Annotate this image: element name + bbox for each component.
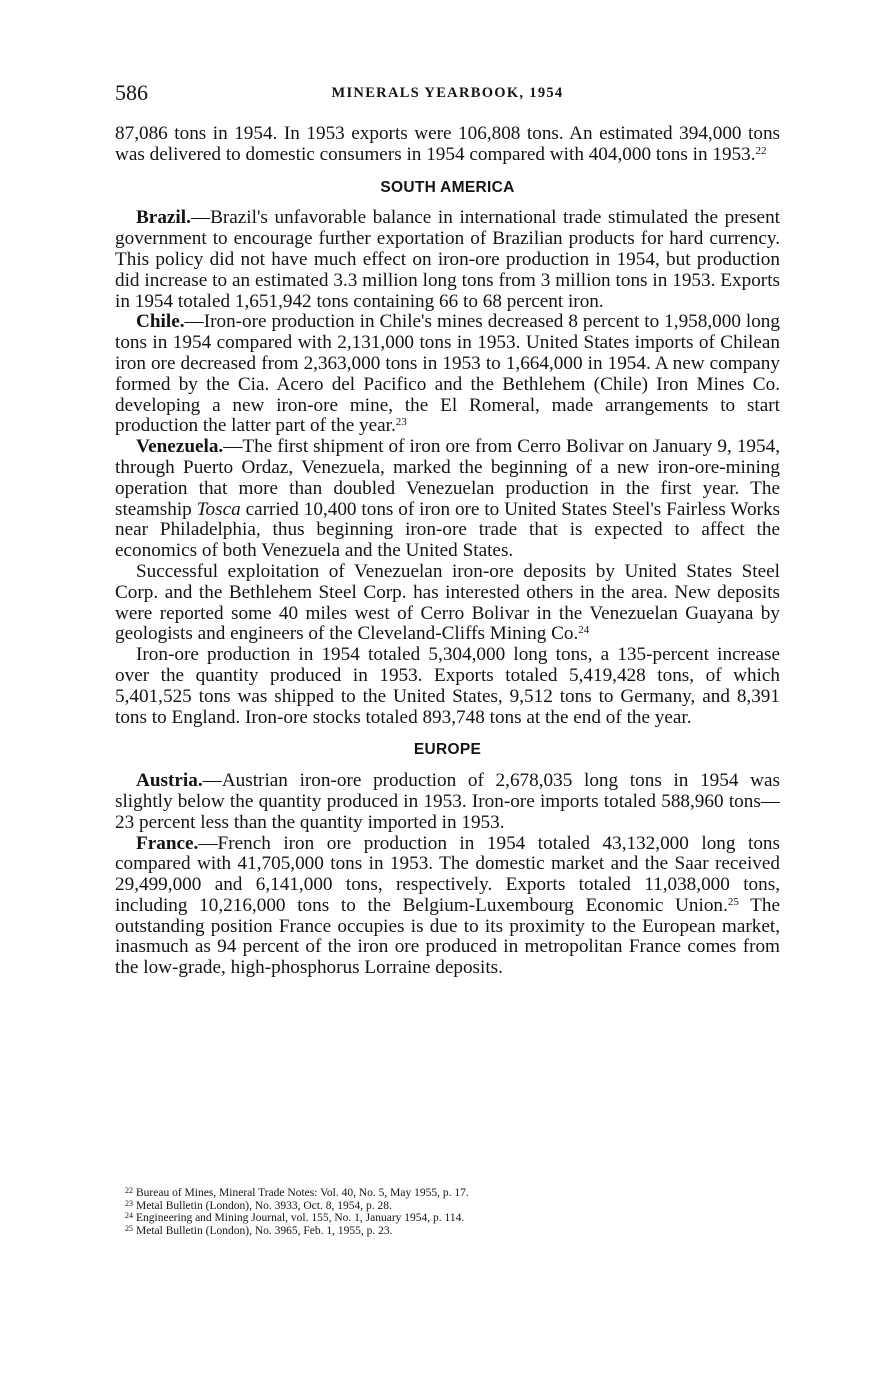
footnote-ref-23: 23	[395, 416, 407, 429]
france-label: France.	[136, 832, 199, 854]
footnote-ref-24: 24	[578, 624, 590, 637]
intro-text: 87,086 tons in 1954. In 1953 exports were 106,808 tons. An estimated 394,000 tons was delivered to domestic consumers in 1954 compared with 404,000 tons in 1953.	[115, 123, 780, 165]
footnote-number: 24	[125, 1211, 133, 1220]
footnote-text: Metal Bulletin (London), No. 3965, Feb. 1, 1955, p. 23.	[136, 1224, 393, 1237]
footnote-number: 25	[125, 1223, 133, 1233]
footnote-text: Metal Bulletin (London), No. 3933, Oct. 8, 1954, p. 28.	[136, 1199, 392, 1212]
footnote-number: 23	[125, 1198, 133, 1208]
section-heading-europe: EUROPE	[413, 741, 482, 759]
footnote-text: Bureau of Mines, Mineral Trade Notes: Vol. 40, No. 5, May 1955, p. 17.	[136, 1187, 469, 1199]
footnote-text: Engineering and Mining Journal, vol. 155, No. 1, January 1954, p. 114.	[136, 1212, 465, 1224]
venezuela-paragraph	[115, 437, 780, 562]
running-head	[115, 80, 780, 110]
france-text-b: The outstanding position France occupies is due to its proximity to the European market, inasmuch as 94 percent of the iron ore produced in metropolitan France comes from the low-grade, high-phosphorus Lorraine deposits.	[115, 894, 780, 979]
france-text-a: —French iron ore production in 1954 totaled 43,132,000 long tons compared with 41,705,000 tons in 1953. The domestic market and the Saar received 29,499,000 and 6,141,000 tons, respectively. Exports totaled 11,038,000 tons, including 10,216,000 tons to the Belgium-Luxembourg Economic Union.	[115, 832, 780, 916]
chile-text: —Iron-ore production in Chile's mines decreased 8 percent to 1,958,000 long tons in 1954 compared with 2,131,000 tons in 1953. United States imports of Chilean iron ore decreased from 2,363,000 tons in 1953 to 1,664,000 in 1954. A new company formed by the Cia. Acero del Pacifico and the Bethlehem (Chile) Iron Mines Co. developing a new iron-ore mine, the El Romeral, made arrangements to start production the latter part of the year.	[115, 311, 780, 437]
venezuela-text-b: carried 10,400 tons of iron ore to United States Steel's Fairless Works near Philadelphia, thus beginning iron-ore trade that is expected to affect the economics of both Venezuela and the United States.	[115, 498, 781, 562]
venezuela-para2-text: Successful exploitation of Venezuelan iron-ore deposits by United States Steel Corp. and the Bethlehem Steel Corp. has interested others in the area. New deposits were reported some 40 miles west of Cerro Bolivar in the Venezuelan Guayana by geologists and engineers of the Cleveland-Cliffs Mining Co.	[115, 560, 780, 645]
venezuela-paragraph-2	[115, 562, 780, 645]
running-title: MINERALS YEARBOOK, 1954	[331, 85, 564, 101]
chile-paragraph	[115, 312, 780, 437]
page-number: 586	[115, 80, 148, 105]
footnote-item	[125, 1212, 725, 1225]
ship-name: Tosca	[196, 498, 241, 520]
footnote-number: 22	[125, 1186, 133, 1195]
brazil-text: —Brazil's unfavorable balance in international trade stimulated the present government to encourage further exportation of Brazilian products for hard currency. This policy did not have much effect on iron-ore production in 1954, but production did increase to an estimated 3.3 million long tons from 3 million tons in 1953. Exports in 1954 totaled 1,651,942 tons containing 66 to 68 percent iron.	[115, 207, 780, 312]
austria-text: —Austrian iron-ore production of 2,678,035 long tons in 1954 was slightly below the quantity produced in 1953. Iron-ore imports totaled 588,960 tons—23 percent less than the quantity imported in 1953.	[115, 770, 780, 833]
austria-paragraph	[115, 771, 780, 833]
austria-label: Austria.	[136, 770, 203, 792]
venezuela-para3-text: Iron-ore production in 1954 totaled 5,304,000 long tons, a 135-percent increase over the quantity produced in 1953. Exports totaled 5,419,428 tons, of which 5,401,525 tons was shipped to the United States, 9,512 tons to Germany, and 8,391 tons to England. Iron-ore stocks totaled 893,748 tons at the end of the year.	[115, 644, 780, 728]
venezuela-label: Venezuela.	[136, 436, 224, 458]
footnote-ref-22: 22	[755, 144, 767, 157]
venezuela-paragraph-3	[115, 645, 780, 728]
intro-paragraph	[115, 124, 780, 166]
footnote-item	[125, 1225, 725, 1238]
brazil-label: Brazil.	[136, 207, 191, 229]
brazil-paragraph	[115, 208, 780, 312]
footnote-ref-25: 25	[727, 895, 739, 908]
section-heading-south-america: SOUTH AMERICA	[380, 178, 515, 196]
footnote-item	[125, 1200, 725, 1213]
body-text	[115, 124, 780, 979]
page-content	[115, 80, 780, 979]
footnote-item	[125, 1187, 725, 1200]
france-paragraph	[115, 834, 780, 980]
venezuela-text-a: —The first shipment of iron ore from Cerro Bolivar on January 9, 1954, through Puerto Ordaz, Venezuela, marked the beginning of a new iron-ore-mining operation that more than doubled Venezuelan production in the first year. The steamship	[115, 436, 780, 520]
chile-label: Chile.	[136, 311, 185, 333]
footnotes	[125, 1187, 725, 1237]
